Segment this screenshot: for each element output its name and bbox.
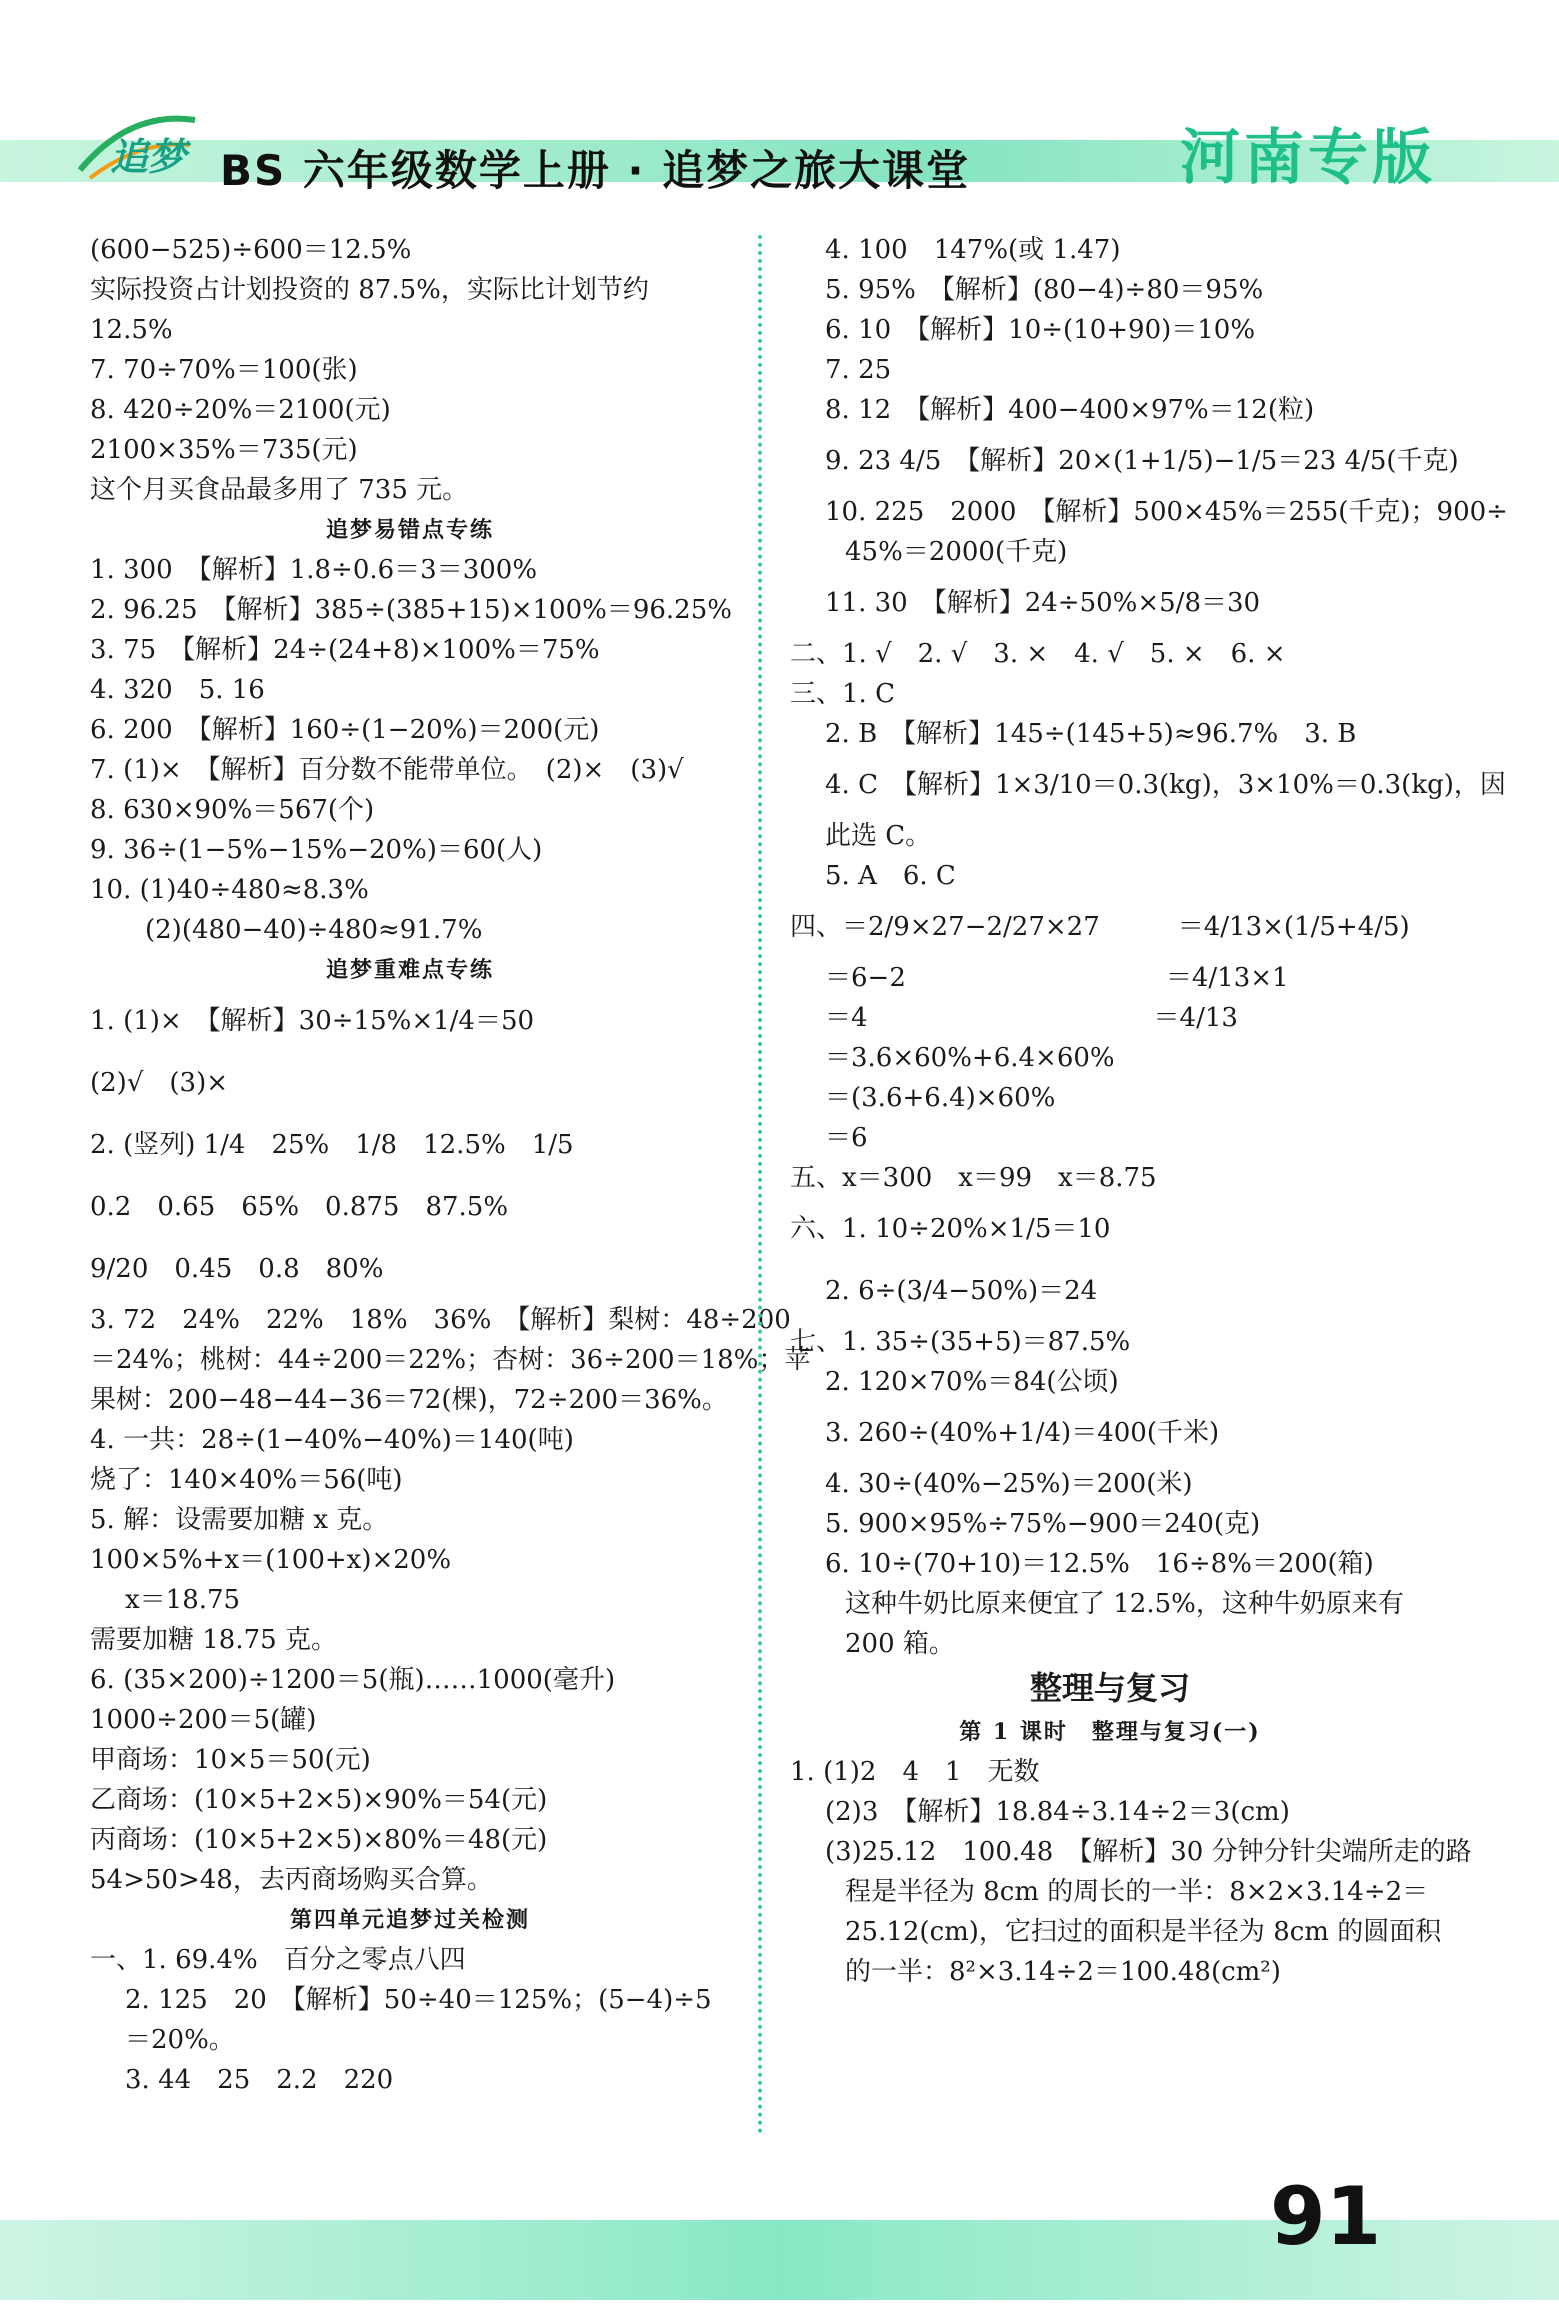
answer-line: 12.5% bbox=[90, 315, 173, 345]
left-column bbox=[90, 230, 811, 2100]
answer-line: 四、＝2/9×27−2/27×27 ＝4/13×(1/5+4/5) bbox=[790, 912, 1410, 942]
answer-line: 的一半：8²×3.14÷2＝100.48(cm²) bbox=[845, 1957, 1281, 1987]
page-number: 91 bbox=[1270, 2170, 1382, 2263]
answer-line: 五、x＝300 x＝99 x＝8.75 bbox=[790, 1163, 1157, 1193]
answer-line: 5. 解：设需要加糖 x 克。 bbox=[90, 1505, 389, 1535]
answer-line: 三、1. C bbox=[790, 679, 895, 709]
answer-line: 7. 25 bbox=[825, 355, 892, 385]
answer-line: 需要加糖 18.75 克。 bbox=[90, 1625, 337, 1655]
answer-line: 六、1. 10÷20%×1/5＝10 bbox=[790, 1214, 1111, 1244]
answer-line: (3)25.12 100.48 【解析】30 分钟分针尖端所走的路 bbox=[825, 1837, 1472, 1867]
answer-line: 4. 320 5. 16 bbox=[90, 675, 265, 705]
answer-line: 2. 6÷(3/4−50%)＝24 bbox=[825, 1276, 1098, 1306]
answer-line: 2100×35%＝735(元) bbox=[90, 435, 358, 465]
answer-line: (600−525)÷600＝12.5% bbox=[90, 235, 412, 265]
answer-line: 实际投资占计划投资的 87.5%，实际比计划节约 bbox=[90, 275, 649, 305]
logo-text: 追梦 bbox=[110, 135, 187, 179]
answer-line: 一、1. 69.4% 百分之零点八四 bbox=[90, 1945, 466, 1975]
answer-line: ＝24%；桃树：44÷200＝22%；杏树：36÷200＝18%；苹 bbox=[90, 1345, 811, 1375]
answer-line: 3. 260÷(40%+1/4)＝400(千米) bbox=[825, 1418, 1220, 1448]
answer-line: 54>50>48，去丙商场购买合算。 bbox=[90, 1865, 493, 1895]
answer-line: 这种牛奶比原来便宜了 12.5%，这种牛奶原来有 bbox=[845, 1589, 1404, 1619]
answer-line: 11. 30 【解析】24÷50%×5/8＝30 bbox=[825, 588, 1261, 618]
answer-line: 0.2 0.65 65% 0.875 87.5% bbox=[90, 1192, 509, 1222]
answer-line: ＝6 bbox=[825, 1123, 868, 1153]
right-column bbox=[790, 230, 1508, 1992]
answer-line: 七、1. 35÷(35+5)＝87.5% bbox=[790, 1327, 1131, 1357]
answer-line: 1. (1)× 【解析】30÷15%×1/4＝50 bbox=[90, 1006, 535, 1036]
answer-line: 7. 70÷70%＝100(张) bbox=[90, 355, 358, 385]
answer-line: 4. 30÷(40%−25%)＝200(米) bbox=[825, 1469, 1193, 1499]
answer-line: 3. 44 25 2.2 220 bbox=[125, 2065, 394, 2095]
answer-line: 2. B 【解析】145÷(145+5)≈96.7% 3. B bbox=[825, 719, 1357, 749]
answer-line: 2. 96.25 【解析】385÷(385+15)×100%＝96.25% bbox=[90, 595, 732, 625]
section-heading: 追梦易错点专练 bbox=[325, 517, 494, 543]
book-title: BS 六年级数学上册 · 追梦之旅大课堂 bbox=[220, 146, 971, 195]
section-heading: 第 1 课时 整理与复习(一) bbox=[959, 1719, 1261, 1745]
answer-line: ＝4 ＝4/13 bbox=[825, 1003, 1238, 1033]
answer-line: 8. 12 【解析】400−400×97%＝12(粒) bbox=[825, 395, 1315, 425]
answer-line: 1. (1)2 4 1 无数 bbox=[790, 1757, 1040, 1787]
answer-line: 甲商场：10×5＝50(元) bbox=[90, 1745, 371, 1775]
answer-line: 乙商场：(10×5+2×5)×90%＝54(元) bbox=[90, 1785, 548, 1815]
answer-line: 8. 630×90%＝567(个) bbox=[90, 795, 375, 825]
answer-line: 这个月买食品最多用了 735 元。 bbox=[90, 475, 469, 505]
page-header bbox=[0, 0, 1559, 200]
section-heading: 整理与复习 bbox=[1029, 1669, 1190, 1707]
answer-line: (2)3 【解析】18.84÷3.14÷2＝3(cm) bbox=[825, 1797, 1290, 1827]
answer-line: 45%＝2000(千克) bbox=[845, 537, 1068, 567]
answer-line: 100×5%+x＝(100+x)×20% bbox=[90, 1545, 452, 1575]
answer-line: 6. 10 【解析】10÷(10+90)＝10% bbox=[825, 315, 1256, 345]
answer-line: 4. C 【解析】1×3/10＝0.3(kg)，3×10%＝0.3(kg)，因 bbox=[825, 770, 1506, 800]
answer-line: 6. 10÷(70+10)＝12.5% 16÷8%＝200(箱) bbox=[825, 1549, 1374, 1579]
answer-line: 二、1. √ 2. √ 3. × 4. √ 5. × 6. × bbox=[790, 639, 1286, 669]
answer-line: 9. 36÷(1−5%−15%−20%)＝60(人) bbox=[90, 835, 543, 865]
answer-line: ＝(3.6+6.4)×60% bbox=[825, 1083, 1056, 1113]
answer-line: 25.12(cm)，它扫过的面积是半径为 8cm 的圆面积 bbox=[845, 1917, 1442, 1947]
answer-line: 4. 一共：28÷(1−40%−40%)＝140(吨) bbox=[90, 1425, 574, 1455]
answer-line: 200 箱。 bbox=[845, 1629, 955, 1659]
answer-line: 5. A 6. C bbox=[825, 861, 956, 891]
answer-line: 7. (1)× 【解析】百分数不能带单位。 (2)× (3)√ bbox=[90, 755, 684, 785]
logo bbox=[70, 100, 200, 186]
answer-line: 程是半径为 8cm 的周长的一半：8×2×3.14÷2＝ bbox=[845, 1877, 1429, 1907]
answer-line: 3. 75 【解析】24÷(24+8)×100%＝75% bbox=[90, 635, 600, 665]
answer-line: x＝18.75 bbox=[125, 1585, 241, 1615]
answer-line: ＝20%。 bbox=[125, 2025, 235, 2055]
answer-line: 9/20 0.45 0.8 80% bbox=[90, 1254, 384, 1284]
answer-line: 2. 125 20 【解析】50÷40＝125%；(5−4)÷5 bbox=[125, 1985, 712, 2015]
answer-line: 9. 23 4/5 【解析】20×(1+1/5)−1/5＝23 4/5(千克) bbox=[825, 446, 1459, 476]
answer-line: 此选 C。 bbox=[825, 821, 932, 851]
answer-line: (2)(480−40)÷480≈91.7% bbox=[145, 915, 483, 945]
section-heading: 第四单元追梦过关检测 bbox=[289, 1907, 530, 1933]
answer-line: 6. 200 【解析】160÷(1−20%)＝200(元) bbox=[90, 715, 600, 745]
answer-line: 5. 900×95%÷75%−900＝240(克) bbox=[825, 1509, 1261, 1539]
answer-line: 6. (35×200)÷1200＝5(瓶)……1000(毫升) bbox=[90, 1665, 616, 1695]
answer-line: 4. 100 147%(或 1.47) bbox=[825, 235, 1121, 265]
answer-line: 1. 300 【解析】1.8÷0.6＝3＝300% bbox=[90, 555, 538, 585]
answer-line: 丙商场：(10×5+2×5)×80%＝48(元) bbox=[90, 1825, 548, 1855]
answer-line: 10. 225 2000 【解析】500×45%＝255(千克)；900÷ bbox=[825, 497, 1508, 527]
answer-line: ＝3.6×60%+6.4×60% bbox=[825, 1043, 1115, 1073]
answer-line: 1000÷200＝5(罐) bbox=[90, 1705, 317, 1735]
answer-line: 果树：200−48−44−36＝72(棵)，72÷200＝36%。 bbox=[90, 1385, 728, 1415]
answer-line: 2. 120×70%＝84(公顷) bbox=[825, 1367, 1119, 1397]
answer-line: 10. (1)40÷480≈8.3% bbox=[90, 875, 369, 905]
answer-line: 3. 72 24% 22% 18% 36% 【解析】梨树：48÷200 bbox=[90, 1305, 791, 1335]
answer-line: (2)√ (3)× bbox=[90, 1068, 229, 1098]
answer-line: 2. (竖列) 1/4 25% 1/8 12.5% 1/5 bbox=[90, 1130, 574, 1160]
answer-line: ＝6−2 ＝4/13×1 bbox=[825, 963, 1289, 993]
column-divider bbox=[758, 235, 762, 2135]
answer-line: 8. 420÷20%＝2100(元) bbox=[90, 395, 391, 425]
answer-line: 烧了：140×40%＝56(吨) bbox=[90, 1465, 403, 1495]
section-heading: 追梦重难点专练 bbox=[325, 957, 494, 983]
answer-line: 5. 95% 【解析】(80−4)÷80＝95% bbox=[825, 275, 1264, 305]
edition-label: 河南专版 bbox=[1180, 123, 1436, 193]
